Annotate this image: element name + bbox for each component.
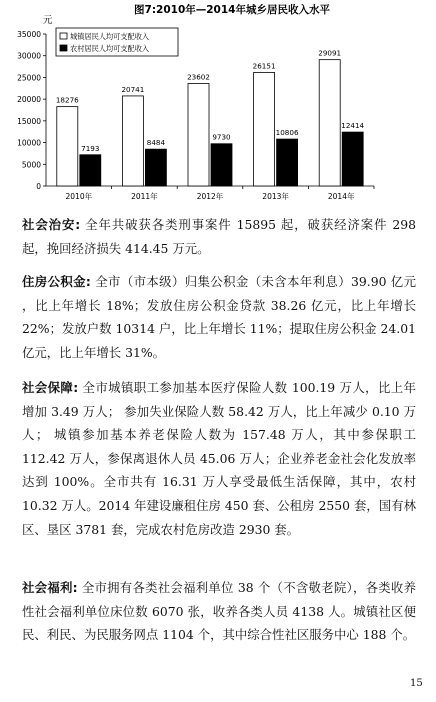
legend-swatch-urban [60, 33, 67, 39]
y-tick-label: 35000 [17, 30, 41, 39]
bar-urban [57, 107, 78, 186]
x-tick-label: 2010年 [65, 192, 93, 201]
paragraph-body: 全市城镇职工参加基本医疗保险人数 100.19 万人，比上年增加 3.49 万人； 参加失业保险人数 58.42 万人，比上年减少 0.10 万人； 城镇参加基本养老保险人数为 157.48 万人，其中参保职工 112.42 万人，参保离退休人员 45.06 万人；企业养老金社会化发放率达到 100%。全市共有 16.31 万人享受最低生活保障，其中，农村 10.32 万人。2014 年建设廉租住房 450 套、公租房 2550 套，国有林区、垦区 3781 套，完成农村危房改造 2930 套。 [22, 380, 416, 537]
bar-rural [211, 144, 232, 186]
legend-swatch-rural [60, 45, 67, 51]
y-tick-label: 30000 [17, 51, 41, 61]
legend-label-urban: 城镇居民人均可支配收入 [70, 32, 150, 41]
bar-rural [80, 155, 101, 186]
data-label: 18276 [55, 95, 79, 105]
y-axis-unit: 元 [43, 15, 53, 26]
data-label: 12414 [341, 121, 365, 131]
legend-label-rural: 农村居民人均可支配收入 [70, 44, 150, 53]
y-tick-label: 25000 [17, 73, 41, 83]
bar-urban [254, 72, 275, 186]
data-label: 10806 [275, 128, 299, 138]
y-tick-label: 20000 [17, 95, 41, 105]
bar-urban [122, 96, 143, 186]
bar-rural [342, 132, 363, 186]
paragraph-lead: 社会保障: [22, 380, 79, 395]
chart-title: 图7:2010年—2014年城乡居民收入水平 [134, 4, 330, 16]
x-tick-label: 2011年 [131, 192, 158, 201]
x-tick-label: 2012年 [196, 192, 224, 201]
bar-urban [319, 60, 340, 186]
x-tick-label: 2014年 [327, 192, 355, 201]
y-tick-label: 15000 [17, 116, 41, 126]
data-label: 29091 [318, 48, 342, 58]
data-label: 26151 [252, 61, 276, 71]
y-tick-label: 0 [36, 182, 41, 191]
paragraph-lead: 社会治安: [22, 217, 81, 232]
bar-urban [188, 83, 209, 186]
page-number: 15 [410, 678, 423, 689]
paragraph-lead: 社会福利: [22, 580, 78, 595]
bar-rural [145, 149, 166, 186]
paragraph-body: 全年共破获各类刑事案件 15895 起，破获经济案件 298 起，挽回经济损失 414.45 万元。 [22, 217, 416, 256]
data-label: 7193 [81, 143, 100, 153]
data-label: 8484 [146, 138, 166, 148]
data-label: 23602 [187, 72, 210, 82]
data-label: 9730 [212, 132, 231, 142]
paragraph-social-security [22, 376, 416, 541]
legend [56, 28, 178, 56]
paragraph-housing-fund [22, 270, 416, 364]
data-label: 20741 [121, 84, 145, 94]
income-bar-chart [0, 0, 436, 205]
paragraph-body: 全市（市本级）归集公积金（未含本年利息）39.90 亿元 ，比上年增长 18%；发放住房公积金贷款 38.26 亿元，比上年增长 22%；发放户数 10314 户，比上年增长 11%；提取住房公积金 24.01 亿元，比上年增长 31%。 [22, 274, 416, 360]
paragraph-social-welfare [22, 576, 416, 647]
paragraph-lead: 住房公积金: [22, 274, 91, 289]
y-tick-label: 10000 [17, 138, 41, 148]
bar-rural [277, 139, 298, 186]
y-tick-label: 5000 [21, 160, 41, 170]
x-tick-label: 2013年 [262, 192, 289, 201]
paragraph-public-security [22, 213, 416, 260]
paragraph-body: 全市拥有各类社会福利单位 38 个（不含敬老院），各类收养性社会福利单位床位数 6070 张，收养各类人员 4138 人。城镇社区便民、利民、为民服务网点 1104 个，其中综合性社区服务中心 188 个。 [22, 580, 416, 643]
